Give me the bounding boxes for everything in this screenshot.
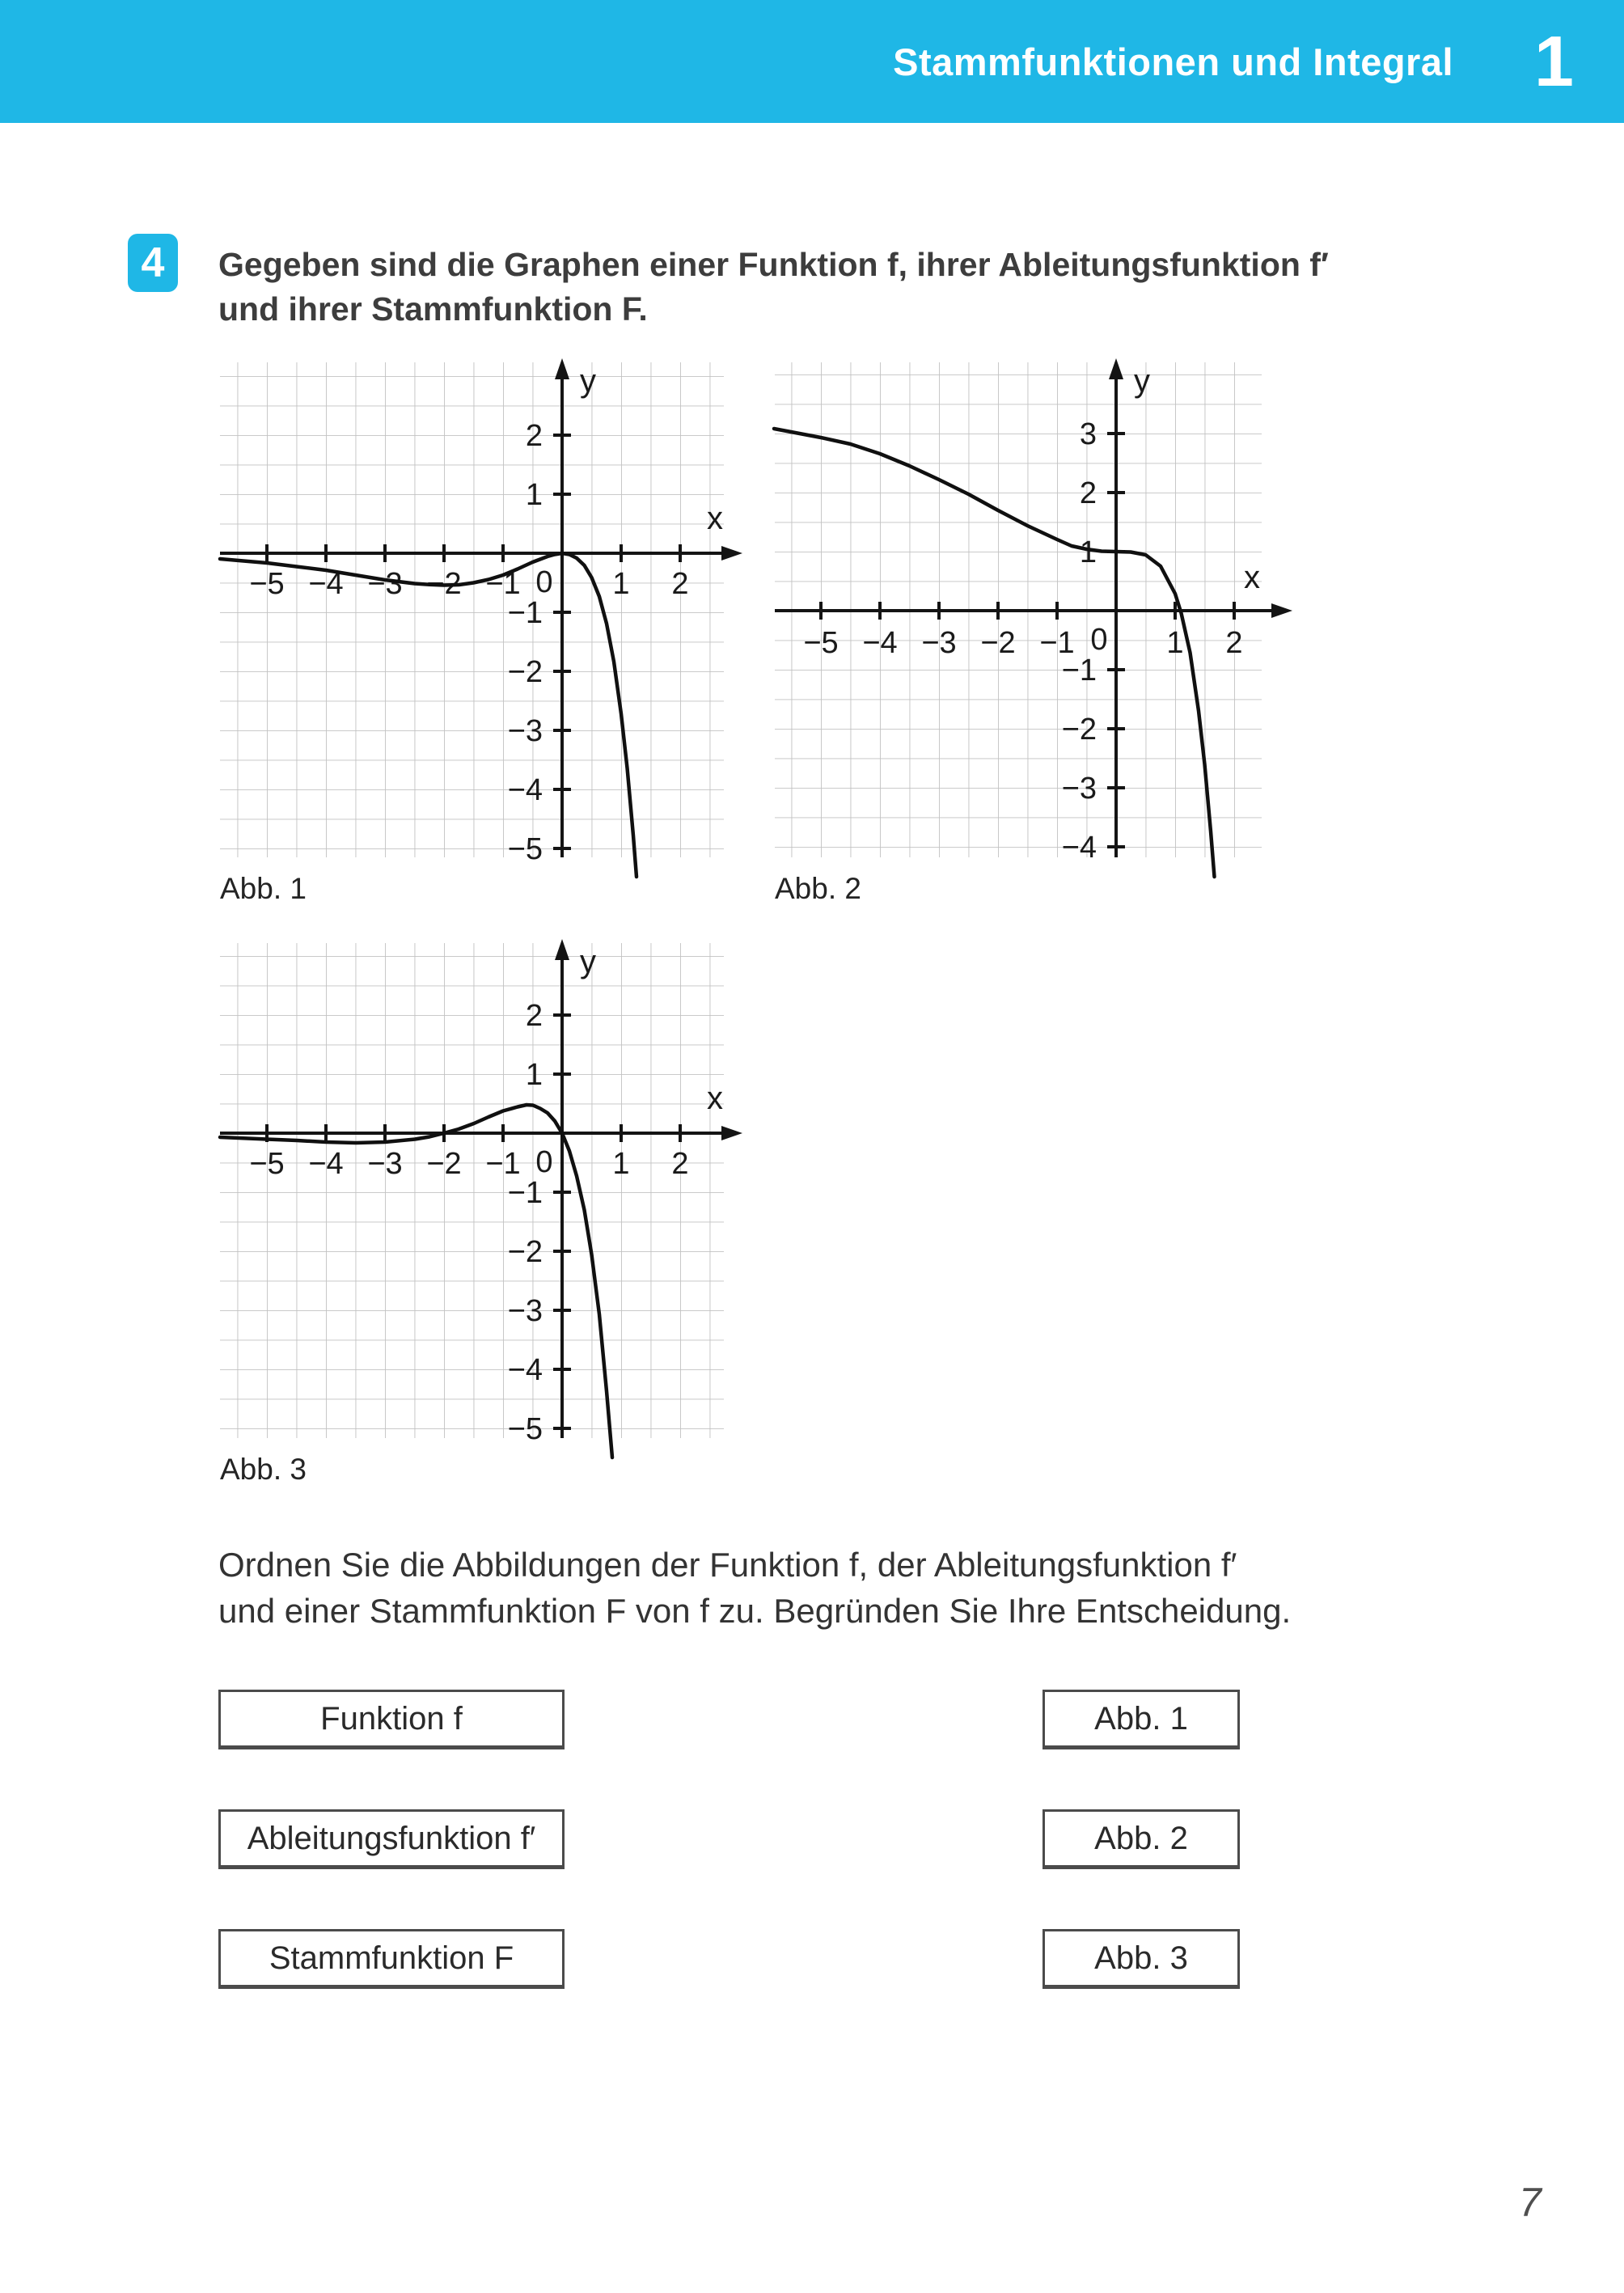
y-tick-label: 3 bbox=[1079, 417, 1097, 451]
x-axis-arrow-icon bbox=[721, 1126, 742, 1140]
chapter-title: Stammfunktionen und Integral bbox=[893, 40, 1454, 83]
y-tick-label: −3 bbox=[507, 714, 543, 748]
y-tick-label: −3 bbox=[1061, 772, 1097, 806]
x-tick-label: −3 bbox=[367, 1147, 403, 1181]
x-tick-label: −2 bbox=[426, 1147, 462, 1181]
x-tick-label: 1 bbox=[612, 567, 630, 601]
y-tick-label: −5 bbox=[507, 1412, 543, 1446]
origin-label: 0 bbox=[1090, 623, 1108, 657]
y-tick-label: 2 bbox=[525, 999, 543, 1033]
x-axis-arrow-icon bbox=[721, 546, 742, 561]
task-instruction-line-2: und einer Stammfunktion F von f zu. Begründen Sie Ihre Entscheidung. bbox=[218, 1592, 1292, 1630]
chapter-number: 1 bbox=[1534, 21, 1574, 101]
y-tick-label: −3 bbox=[507, 1294, 543, 1328]
x-tick-label: −1 bbox=[1039, 626, 1075, 660]
x-tick-label: −1 bbox=[485, 567, 521, 601]
y-tick-label: −4 bbox=[507, 773, 543, 807]
match-box-funktion-f[interactable]: Funktion f bbox=[218, 1690, 565, 1749]
task-statement-line-2: und ihrer Stammfunktion F. bbox=[218, 290, 648, 328]
task-number-badge: 4 bbox=[128, 234, 178, 292]
y-tick-label: −2 bbox=[507, 1235, 543, 1269]
x-tick-label: −2 bbox=[426, 567, 462, 601]
y-tick-label: −2 bbox=[507, 655, 543, 689]
x-tick-label: 2 bbox=[671, 1147, 689, 1181]
y-tick-label: −2 bbox=[1061, 713, 1097, 747]
x-tick-label: 1 bbox=[612, 1147, 630, 1181]
grid-paper bbox=[220, 943, 724, 1438]
x-tick-label: −5 bbox=[803, 626, 839, 660]
task-statement-line-1: Gegeben sind die Graphen einer Funktion f, ihrer Ableitungsfunktion f′ bbox=[218, 246, 1329, 283]
match-box-stammfunktion[interactable]: Stammfunktion F bbox=[218, 1929, 565, 1989]
x-axis-letter: x bbox=[1244, 560, 1260, 595]
x-tick-label: −3 bbox=[367, 567, 403, 601]
origin-label: 0 bbox=[535, 1145, 553, 1179]
y-tick-label: 2 bbox=[1079, 476, 1097, 510]
y-tick-label: 2 bbox=[525, 419, 543, 453]
task-instruction bbox=[218, 1542, 1529, 1634]
y-axis-letter: y bbox=[1134, 363, 1150, 399]
x-axis-arrow-icon bbox=[1271, 603, 1292, 618]
match-box-abb-3[interactable]: Abb. 3 bbox=[1042, 1929, 1240, 1989]
figure-caption: Abb. 2 bbox=[775, 872, 861, 905]
page-number: 7 bbox=[1519, 2180, 1542, 2225]
x-tick-label: 2 bbox=[1225, 626, 1243, 660]
y-tick-label: 1 bbox=[1079, 535, 1097, 569]
x-axis-letter: x bbox=[707, 501, 723, 536]
y-tick-label: −1 bbox=[1061, 654, 1097, 687]
graph-abb-3 bbox=[210, 937, 744, 1462]
match-box-abb-1[interactable]: Abb. 1 bbox=[1042, 1690, 1240, 1749]
x-tick-label: −3 bbox=[921, 626, 957, 660]
x-tick-label: −4 bbox=[862, 626, 898, 660]
y-tick-label: −1 bbox=[507, 596, 543, 630]
x-tick-label: −4 bbox=[308, 567, 344, 601]
graph-abb-2 bbox=[760, 356, 1294, 882]
y-axis-letter: y bbox=[580, 363, 596, 399]
x-axis-letter: x bbox=[707, 1081, 723, 1116]
y-tick-label: 1 bbox=[525, 478, 543, 512]
x-tick-label: −4 bbox=[308, 1147, 344, 1181]
match-box-ableitungsfunktion[interactable]: Ableitungsfunktion f′ bbox=[218, 1809, 565, 1869]
x-tick-label: 1 bbox=[1166, 626, 1184, 660]
origin-label: 0 bbox=[535, 565, 553, 599]
figure-caption: Abb. 1 bbox=[220, 872, 307, 905]
x-tick-label: −5 bbox=[249, 1147, 285, 1181]
graph-abb-1 bbox=[210, 356, 744, 882]
y-tick-label: −1 bbox=[507, 1176, 543, 1210]
x-tick-label: 2 bbox=[671, 567, 689, 601]
task-instruction-line-1: Ordnen Sie die Abbildungen der Funktion f, der Ableitungsfunktion f′ bbox=[218, 1546, 1237, 1584]
x-tick-label: −2 bbox=[980, 626, 1016, 660]
y-tick-label: −5 bbox=[507, 832, 543, 866]
y-tick-label: 1 bbox=[525, 1058, 543, 1092]
y-axis-letter: y bbox=[580, 944, 596, 979]
y-tick-label: −4 bbox=[1061, 831, 1097, 865]
match-box-abb-2[interactable]: Abb. 2 bbox=[1042, 1809, 1240, 1869]
chapter-header-bar bbox=[0, 0, 1624, 123]
figure-caption: Abb. 3 bbox=[220, 1453, 307, 1486]
task-statement bbox=[218, 243, 1512, 332]
y-tick-label: −4 bbox=[507, 1353, 543, 1387]
x-tick-label: −5 bbox=[249, 567, 285, 601]
x-tick-label: −1 bbox=[485, 1147, 521, 1181]
grid-paper bbox=[220, 362, 724, 857]
